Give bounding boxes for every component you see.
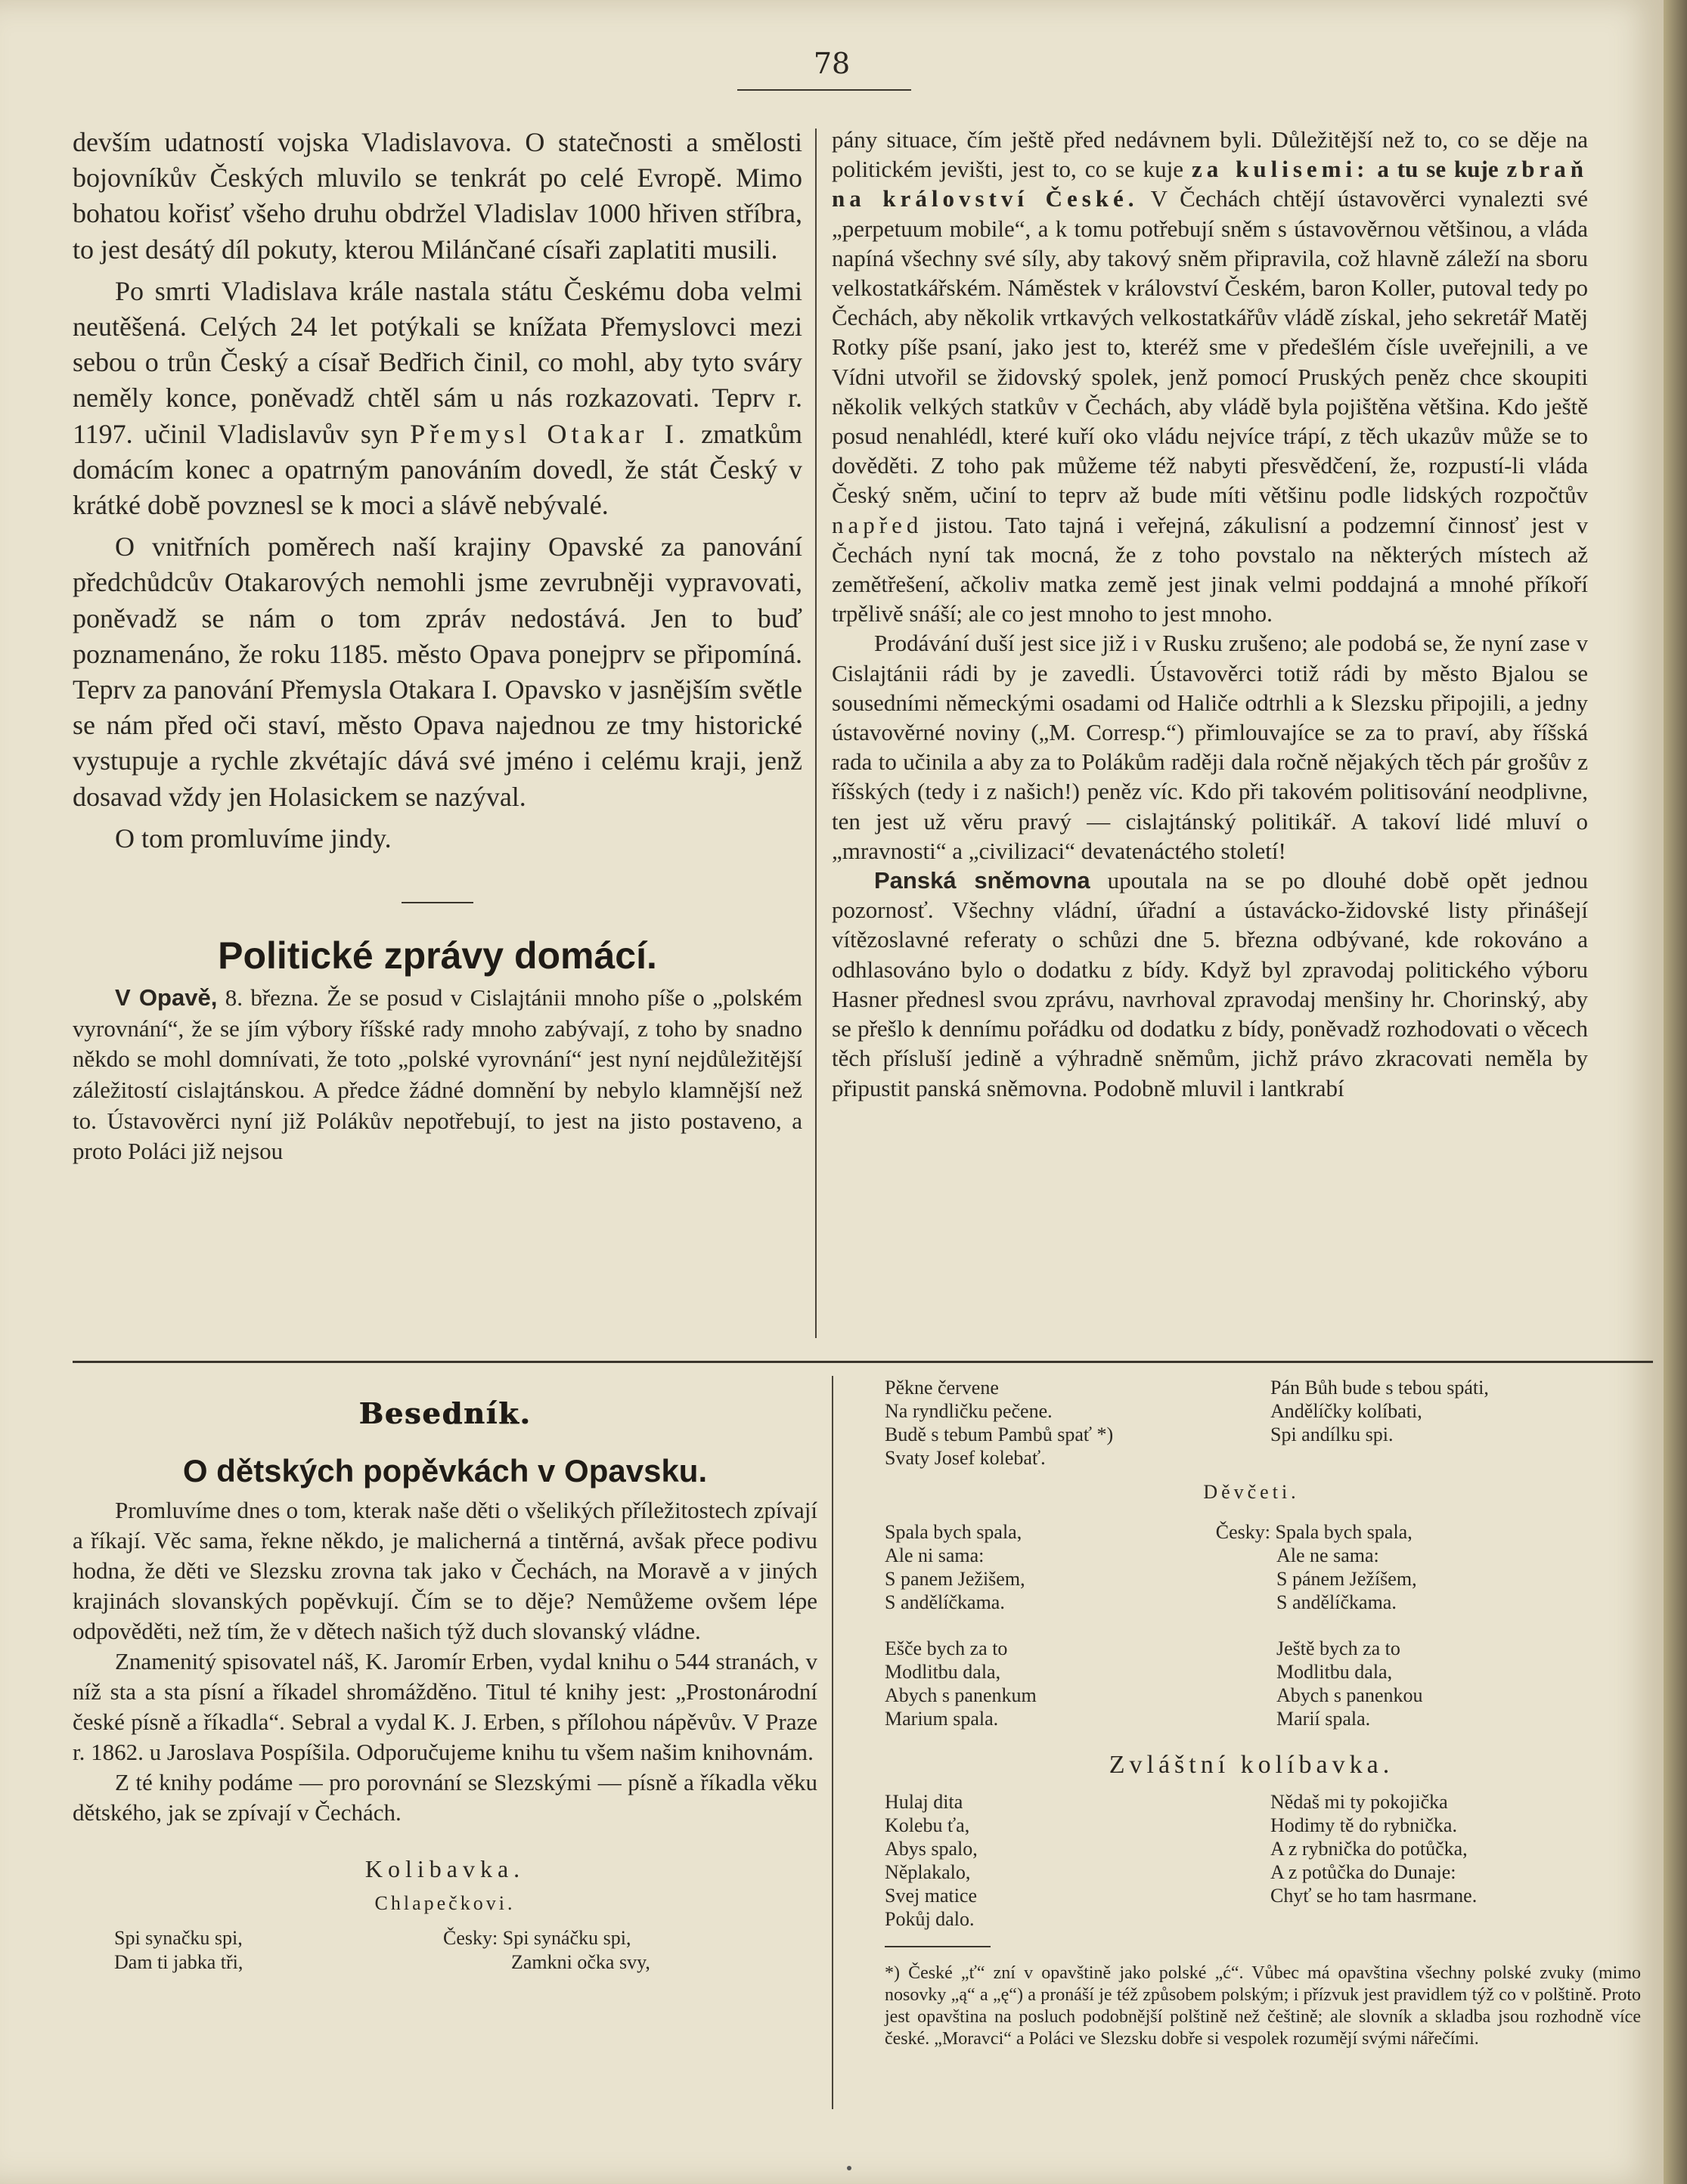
verse-line: Ale ni sama: — [885, 1544, 985, 1566]
article-paragraph: O tom promluvíme jindy. — [115, 822, 392, 853]
section-heading: Politické zprávy domácí. — [218, 934, 657, 977]
feuilleton-paragraph: Promluvíme dnes o tom, kterak naše děti o všelikých příležitostech zpívají a říkají. Věc sama, řekne někdo, je malicherná a tintěrná, avšak přece podivu hodna, že děti ve Slezsku zrovna tak jako v Čechách, na Moravě a v jiných krajinách slovanských popěvkují. Čím se to děje? Nemůžeme ovšem lépe odpověděti, než tím, že v dětech našich týž duch slovanský vládne. — [73, 1497, 817, 1644]
feuilleton-column — [73, 1383, 817, 1975]
verse-line: S andělíčkama. — [885, 1591, 1005, 1613]
feuilleton-paragraph: Znamenitý spisovatel náš, K. Jaromír Erben, vydal knihu o 544 stranách, v níž sta a sta písní a říkadel shromážděno. Titul té knihy jest: „Prostonárodní české písně a říkadla“. Sebral a vydal K. J. Erben, s přílohou nápěvův. V Praze r. 1862. u Jaroslava Pospíšila. Odporučujeme knihu tu všem našim knihovnám. — [73, 1648, 817, 1765]
language-label: Česky: — [443, 1927, 498, 1949]
left-column — [73, 125, 802, 1167]
verse-line: Abys spalo, — [885, 1838, 978, 1860]
footnote: *) České „ť“ zní v opavštině jako polské „ć“. Vůbec má opavština všechny polské zvuky (mimo nosovky „ą“ a „ę“) a pronáší je též způsobem polským; i přízvuk jest pravidlem týž co v polštině. Proto jest opavština na posluch podobnější polštině než češtině; ale slovník a skladba jsou rozhodně více české. „Moravci“ a Poláci ve Slezsku dobře si vespolek rozumějí svými nářečími. — [885, 1963, 1641, 2049]
poem-verses — [73, 1926, 817, 1975]
feuilleton-paragraph: Z té knihy podáme — pro porovnání se Slezskými — písně a říkadla věku dětského, jak se zpívají v Čechách. — [73, 1769, 817, 1826]
verse-line — [443, 1926, 817, 1950]
verse-line: Ale ne sama: — [1276, 1544, 1379, 1566]
verse-line: Svaty Josef kolebať. — [885, 1447, 1046, 1469]
verse-line: S pánem Ježíšem, — [1276, 1568, 1417, 1590]
article-paragraph — [73, 274, 802, 523]
verse-line: Kolebu ťa, — [885, 1814, 970, 1836]
dateline: V Opavě, — [115, 984, 218, 1011]
news-paragraph — [73, 983, 802, 1167]
page-number: 78 — [813, 47, 851, 80]
verse-line: Pěkne červene — [885, 1377, 999, 1399]
verse-line: Chyť se ho tam hasrmane. — [1270, 1885, 1478, 1907]
paragraph-text: V Čechách chtějí ústavověrci vynalezti své „perpetuum mobile“, a k tomu potřebují sněm s ústavověrnou většinou, a vláda napíná všechny své síly, aby takový sněm připravila, což hlavně záleží na sboru velkostatkářském. Náměstek v království Českém, baron Koller, putoval tedy po Čechách, aby několik vrtkavých velkostatkářův vládě získal, jeho sekretář Matěj Rotky píše psaní, jako jest to, kteréž sme v předešlém čísle uveřejnili, a ve Vídni utvořil se židovský spolek, jenž pomocí Pruských peněz chce skoupiti několik velkých statkův v Čechách, aby vládě byla pojištěna většina. Kdo ještě posud nenahlédl, které kuří oko vládu nejvíce trápí, z těch ukazův může se to dověděti. Z toho pak můžeme též nabyti přesvědčení, že, rozpustí-li vláda Český sněm, učiní to teprv až bude míti většinu podle lidských rozpočtův — [832, 185, 1588, 509]
verse-line: Pokůj dalo. — [885, 1908, 975, 1930]
poem-dialect — [73, 1926, 443, 1975]
paragraph-text: Po smrti Vladislava krále nastala státu Českému doba velmi neutěšená. Celých 24 let potýkali se knížata Přemyslovci mezi sebou o trůn Český a císař Bedřich činil, co mohl, aby tyto sváry neměly konce, poněvadž chtěl sám u nás rozkazovati. Teprv r. 1197. učinil Vladislavův syn — [73, 275, 802, 449]
verse-line: S panem Ježišem, — [885, 1568, 1025, 1590]
poem-title: Kolibavka. — [364, 1855, 526, 1882]
stanza-dialect — [862, 1790, 1270, 1931]
short-divider — [402, 902, 473, 903]
verse-line: Na ryndličku pečene. — [885, 1400, 1053, 1422]
poem-subtitle: Děvčeti. — [1203, 1481, 1300, 1503]
verse-line: Hulaj dita — [885, 1791, 963, 1813]
verse-line: Pán Bůh bude s tebou spáti, — [1270, 1377, 1489, 1399]
spaced-phrase: napřed — [832, 511, 923, 538]
article-paragraph: devším udatností vojska Vladislavova. O statečnosti a smělosti bojovníkův Českých mluvilo se tenkrát po celé Evropě. Mimo bohatou kořisť všeho druhu obdržel Vladislav 1000 hřiven stříbra, to jest desátý díl pokuty, kterou Milánčané císaři zaplatiti musili. — [73, 127, 802, 265]
news-paragraph — [832, 125, 1588, 628]
poems-column — [862, 1376, 1641, 2050]
language-label: Česky: — [1215, 1521, 1270, 1543]
paragraph-text: jistou. Tato tajná i veřejná, zákulisní a podzemní činnosť jest v Čechách nyní tak mocná, že z toho povstalo na některých místech až zemětřešení, ačkoliv matka země jest jinak velmi poddajná a mnohé příkoří trpělivě snáší; ale co jest mnoho to jest mnoho. — [832, 511, 1588, 627]
stanza-czech — [1195, 1520, 1641, 1614]
stanza-czech — [1270, 1637, 1641, 1730]
news-paragraph: Prodávání duší jest sice již i v Rusku zrušeno; ale podobá se, že nyní zase v Cislajtánii rádi by je zavedli. Ústavověrci totiž rádi by město Bjalou se sousedními německými osadami od Haliče odtrhli a k Slezsku připojili, a jedny ústavověrné noviny („M. Corresp.“) přimlouvajíce se za to praví, aby říšská rada to učinila a aby za to Polákům raději dala ročně nějakých těch pár grošův z říšských (tedy i z našich!) peněz víc. Kdo při takovém politisování neodplivne, ten jest už věru pravý — cislajtánský politikář. A takoví lidé mluví o „mravnosti“ a „civilizaci“ devatenáctého století! — [832, 630, 1588, 864]
verse-line: Svej matice — [885, 1885, 978, 1907]
poem-title: Zvláštní kolíbavka. — [1109, 1751, 1394, 1779]
verse-line: Něplakalo, — [885, 1861, 971, 1883]
paragraph-text: 8. března. Že se posud v Cislajtánii mnoho píše o „polském vyrovnání“, že se jím výbory říšské rady mnoho zabývají, z toho by snadno někdo se mohl domnívati, že toto „polské vyrovnání“ jest nyní nejdůležitější záležitostí cislajtánskou. A předce žádné domnění by nebylo klamnější než to. Ústavověrci nyní již Polákův nepotřebují, to jest na jisto postaveno, a proto Poláci již nejsou — [73, 984, 802, 1165]
spaced-phrase: za kulisemi: — [1191, 156, 1369, 183]
verse-line: Budě s tebum Pambů spať *) — [885, 1423, 1114, 1445]
stanza — [862, 1790, 1641, 1931]
verse-line: Hodimy tě do rybnička. — [1270, 1814, 1457, 1836]
poem-subtitle: Chlapečkovi. — [374, 1892, 516, 1914]
verse-line: Abych s panenkou — [1276, 1684, 1423, 1706]
verse-line: A z potůčka do Dunaje: — [1270, 1861, 1456, 1883]
verse-line: Modlitbu dala, — [885, 1661, 1001, 1683]
verse-text: Spala bych spala, — [1275, 1521, 1413, 1543]
paragraph-text: zmatkům domácím konec a opatrným panováním dovedl, že stát Český v krátké době povznesl se k moci a slávě nebývalé. — [73, 418, 803, 521]
verse-line: Spi synačku spi, — [114, 1927, 243, 1949]
column-divider-top — [815, 129, 817, 1338]
stanza — [862, 1637, 1641, 1730]
article-paragraph: O vnitřních poměrech naší krajiny Opavské za panování předchůdcův Otakarových nemohli jsme zevrubněji vypravovati, poněvadž se nám o tom zpráv nedostává. Jen to buď poznamenáno, že roku 1185. město Opava ponejprv se připomíná. Teprv za panování Přemysla Otakara I. Opavsko v jasnějším světle se nám před oči staví, město Opava najednou ze tmy historické vystupuje a rychle zkvétajíc dává své jméno i celému kraji, jenž dosavad vždy jen Holasickem se nazýval. — [73, 531, 802, 812]
feuilleton-title: O dětských popěvkách v Opavsku. — [182, 1453, 708, 1489]
ruler-name: Přemysl Otakar I. — [410, 418, 690, 449]
verse-line: Spala bych spala, — [885, 1521, 1022, 1543]
column-divider-bottom — [832, 1376, 833, 2109]
verse-line: Ešče bych za to — [885, 1637, 1008, 1659]
paragraph-text: pány situace, čím ještě před nedávnem byli. Důležitější než to, co se děje na politickém jevišti, jest to, co se kuje — [832, 126, 1588, 183]
stanza — [862, 1520, 1641, 1614]
verse-line: Nědaš mi ty pokojička — [1270, 1791, 1448, 1813]
verse-text: Spi synáčku spi, — [502, 1927, 631, 1949]
page-number-rule — [737, 89, 911, 91]
poem-czech — [443, 1926, 817, 1975]
verse-line: Zamkni očka svy, — [511, 1951, 650, 1973]
stanza-dialect — [862, 1376, 1270, 1470]
verse-line: S andělíčkama. — [1276, 1591, 1397, 1613]
stanza-dialect — [862, 1637, 1270, 1730]
feuilleton-banner: Besedník. — [358, 1396, 532, 1430]
verse-line: Marií spala. — [1276, 1708, 1371, 1730]
bold-lead: Panská sněmovna — [874, 867, 1090, 894]
paragraph-text: upoutala na se po dlouhé době opět jednou pozornosť. Všechny vládní, úřadní a ústavácko-židovské listy přinášejí vítězoslavné referaty o schůzi dne 5. března odbývané, kde rokováno a odhlasováno bylo o dodatku z bídy. Když byl zpravodaj politického výboru Hasner přednesl svou zprávu, navrhoval zpravodaj menšiny hr. Chorinský, aby se přešlo k dennímu pořádku od dodatku z bídy, poněvadž rozhodovati o věcech těch přísluší jedině a výhradně sněmům, jichž právo zkracovati neměla by připustit panská sněmovna. Podobně mluvil i lantkrabí — [832, 867, 1588, 1101]
section-divider — [73, 1361, 1653, 1363]
stanza-czech — [1270, 1376, 1641, 1470]
news-paragraph — [832, 866, 1588, 1103]
paragraph-text: a tu se kuje — [1377, 156, 1499, 183]
stanza-continuation — [862, 1376, 1641, 1470]
verse-line — [1195, 1520, 1641, 1544]
verse-line: Abych s panenkum — [885, 1684, 1037, 1706]
spaced-phrase: zbraň na království České. — [832, 156, 1589, 212]
print-speck — [847, 2166, 851, 2170]
stanza-czech — [1270, 1790, 1641, 1931]
verse-line: Modlitbu dala, — [1276, 1661, 1393, 1683]
page-edge — [1664, 0, 1687, 2184]
verse-line: A z rybnička do potůčka, — [1270, 1838, 1468, 1860]
verse-line: Marium spala. — [885, 1708, 999, 1730]
footnote-rule — [885, 1946, 991, 1947]
verse-line: Dam ti jabka tři, — [114, 1951, 243, 1973]
verse-line: Ještě bych za to — [1276, 1637, 1400, 1659]
right-column — [832, 125, 1588, 1103]
verse-line: Andělíčky kolíbati, — [1270, 1400, 1422, 1422]
verse-line: Spi andílku spi. — [1270, 1423, 1394, 1445]
